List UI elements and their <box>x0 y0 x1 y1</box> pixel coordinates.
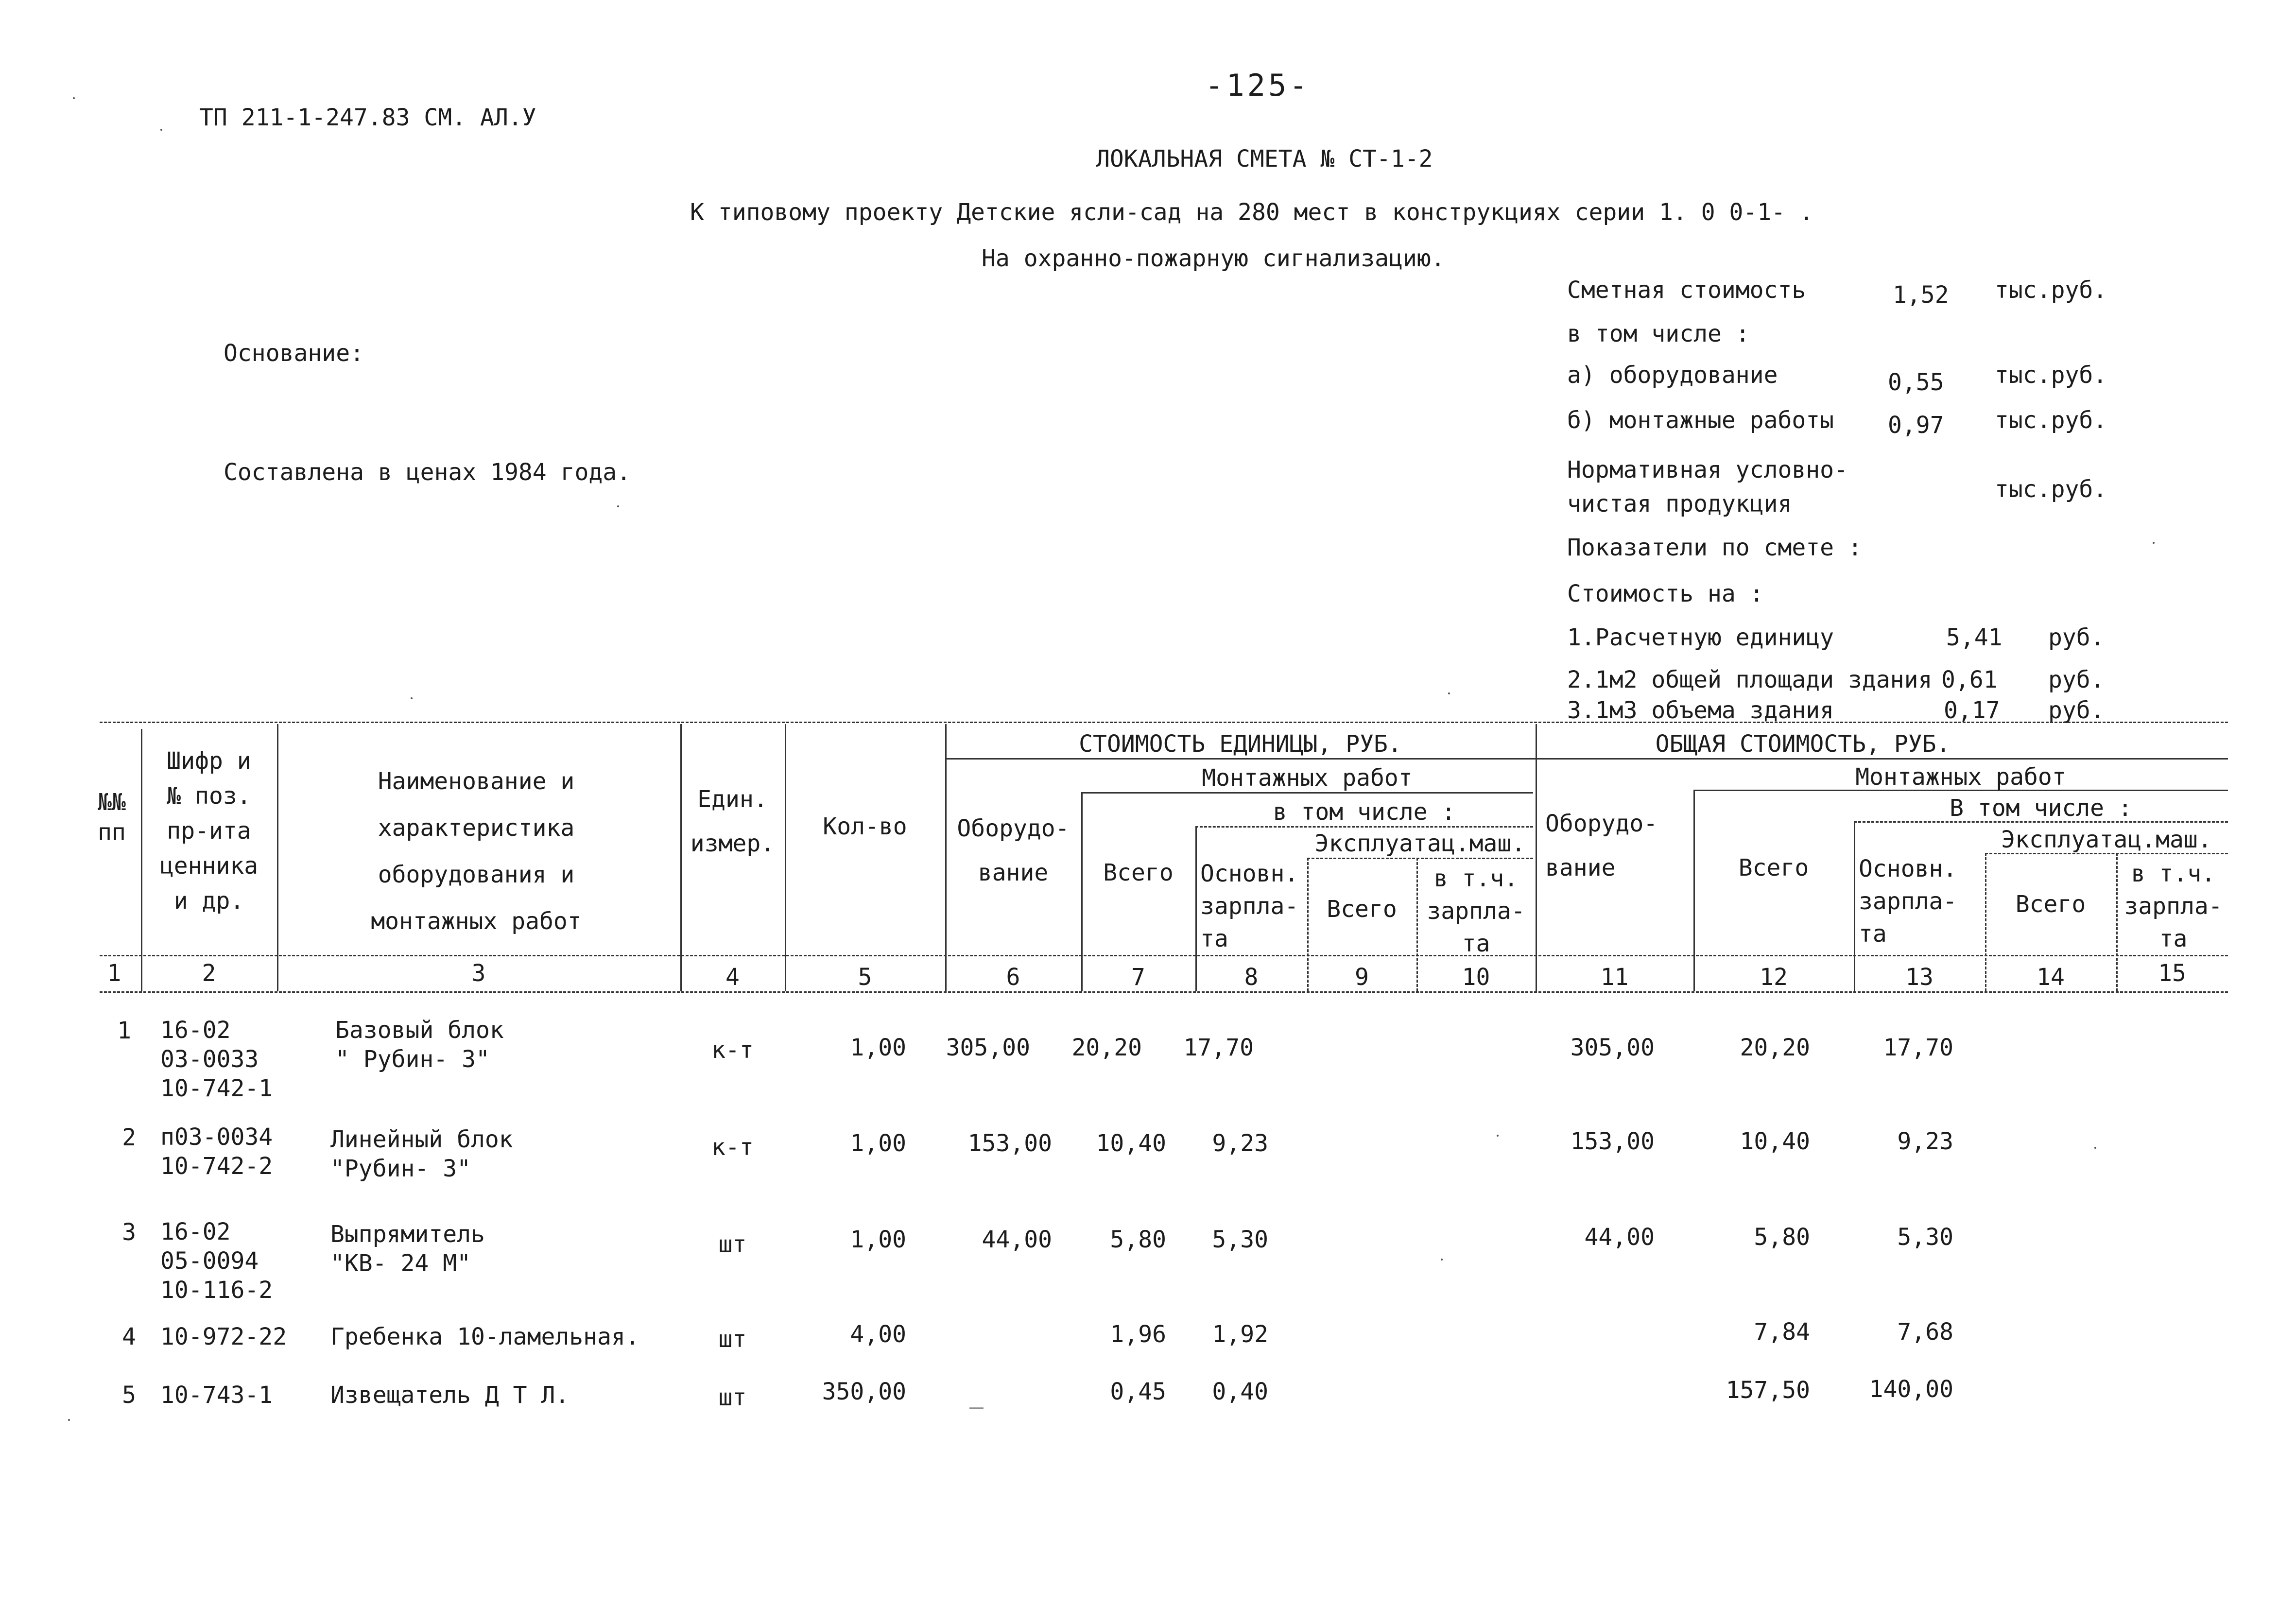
document-subtitle-2: На охранно-пожарную сигнализацию. <box>982 245 1445 272</box>
per-unit-label: 1.Расчетную единицу <box>1567 624 1834 651</box>
header-total-exploit: Эксплуатац.маш. <box>2001 826 2212 853</box>
row-qty: 350,00 <box>822 1378 906 1405</box>
row-equip: 44,00 <box>982 1226 1052 1253</box>
equipment-value: 0,55 <box>1888 369 1944 396</box>
row-wage: 1,92 <box>1212 1321 1268 1348</box>
row-unit: шт <box>718 1326 747 1353</box>
col-sep <box>141 729 142 991</box>
row-qty: 1,00 <box>850 1034 906 1061</box>
scan-speck <box>2094 1147 2096 1149</box>
scan-speck <box>411 697 413 699</box>
header-row-number: №№ пп <box>98 789 126 847</box>
header-unit-install-group: Монтажных работ <box>1202 764 1413 792</box>
row-name: Извещатель Д Т Л. <box>330 1382 570 1409</box>
header-c8: Основн. зарпла- та <box>1200 860 1299 953</box>
row-inst-total: 5,80 <box>1110 1226 1166 1253</box>
header-c14: Всего <box>2015 891 2086 918</box>
row-wage: 0,40 <box>1212 1378 1268 1405</box>
installation-label: б) монтажные работы <box>1567 407 1834 434</box>
row-unit: к-т <box>711 1134 754 1161</box>
col-sep <box>785 724 786 991</box>
row-total-wage: 140,00 <box>1869 1376 1953 1403</box>
per-m2-unit: руб. <box>2048 666 2105 693</box>
document-subtitle: К типовому проекту Детские ясли-сад на 280 мест в конструкциях серии 1. 0 0-1- . <box>690 199 1813 226</box>
installation-value: 0,97 <box>1888 412 1944 439</box>
col-sep <box>1693 790 1695 991</box>
col-number: 11 <box>1600 964 1629 991</box>
per-m2-value: 0,61 <box>1941 666 1998 693</box>
row-wage: 17,70 <box>1183 1034 1254 1061</box>
including-label: в том числе : <box>1567 320 1750 347</box>
estimated-cost-label: Сметная стоимость <box>1567 276 1806 304</box>
col-number: 8 <box>1244 964 1259 991</box>
row-name: Базовый блок " Рубин- 3" <box>335 1017 504 1073</box>
header-c12: Всего <box>1738 854 1809 881</box>
row-number: 3 <box>122 1219 136 1246</box>
row-unit: к-т <box>711 1037 754 1064</box>
row-inst-total: 10,40 <box>1096 1130 1166 1157</box>
scan-speck <box>160 129 162 131</box>
row-total-equip: 44,00 <box>1584 1224 1655 1251</box>
col-number: 1 <box>107 960 121 987</box>
row-code: 16-02 05-0094 10-116-2 <box>160 1218 273 1304</box>
scan-speck <box>2153 542 2155 544</box>
row-number: 4 <box>122 1323 136 1350</box>
header-c10: в т.ч. зарпла- та <box>1427 865 1525 958</box>
basis-label: Основание: <box>224 340 364 367</box>
estimated-cost-unit: тыс.руб. <box>1995 276 2107 304</box>
header-total-install-group: Монтажных работ <box>1855 763 2066 791</box>
indicators-label: Показатели по смете : <box>1567 534 1862 561</box>
scan-speck <box>1441 1259 1443 1261</box>
row-unit: шт <box>718 1231 747 1258</box>
row-inst-total: 20,20 <box>1071 1034 1142 1061</box>
row-qty: 1,00 <box>850 1130 906 1157</box>
per-m2-label: 2.1м2 общей площади здания <box>1567 666 1933 693</box>
row-equip: 305,00 <box>946 1034 1030 1061</box>
equipment-label: а) оборудование <box>1567 362 1778 389</box>
col-number: 14 <box>2037 964 2065 991</box>
col-number: 5 <box>858 964 872 991</box>
scan-speck <box>73 97 75 99</box>
prices-note: Составлена в ценах 1984 года. <box>224 459 631 486</box>
row-total-wage: 7,68 <box>1897 1318 1953 1346</box>
col-number: 2 <box>202 960 216 987</box>
per-m3-label: 3.1м3 объема здания <box>1567 697 1834 724</box>
row-inst-total: 0,45 <box>1110 1378 1166 1405</box>
row-name: Выпрямитель "КВ- 24 М" <box>330 1221 485 1277</box>
row-equip: _ <box>969 1382 984 1409</box>
row-total-wage: 17,70 <box>1883 1034 1953 1061</box>
col-sep <box>945 724 947 991</box>
header-unit: Един. измер. <box>690 786 775 858</box>
estimated-cost-value: 1,52 <box>1893 281 1949 309</box>
col-number: 4 <box>725 964 740 991</box>
row-total-wage: 9,23 <box>1897 1128 1953 1155</box>
row-qty: 4,00 <box>850 1321 906 1348</box>
row-code: 10-972-22 <box>160 1323 287 1350</box>
col-number: 10 <box>1462 964 1490 991</box>
col-number: 7 <box>1131 964 1145 991</box>
header-c11: Оборудо- вание <box>1545 810 1658 882</box>
column-numbers-top <box>100 955 2228 956</box>
header-c13: Основн. зарпла- та <box>1859 855 1957 948</box>
row-total-inst: 7,84 <box>1754 1318 1810 1346</box>
row-unit: шт <box>718 1384 747 1411</box>
header-name: Наименование и характеристика оборудования и монтажных работ <box>371 768 582 935</box>
normative-unit: тыс.руб. <box>1995 476 2107 503</box>
row-inst-total: 1,96 <box>1110 1321 1166 1348</box>
row-total-equip: 305,00 <box>1570 1034 1655 1061</box>
per-m3-value: 0,17 <box>1944 697 2000 724</box>
col-number: 15 <box>2158 960 2186 987</box>
col-number: 6 <box>1006 964 1020 991</box>
header-total-incl: В том числе : <box>1950 795 2132 822</box>
row-number: 5 <box>122 1382 136 1409</box>
scan-speck <box>68 1419 70 1421</box>
header-c7: Всего <box>1103 859 1174 886</box>
cost-per-label: Стоимость на : <box>1567 580 1764 607</box>
header-code: Шифр и № поз. пр-ита ценника и др. <box>159 747 259 915</box>
row-equip: 153,00 <box>967 1130 1052 1157</box>
scan-speck <box>1497 1135 1499 1137</box>
col-number: 12 <box>1760 964 1788 991</box>
per-m3-unit: руб. <box>2048 697 2105 724</box>
row-code: 16-02 03-0033 10-742-1 <box>160 1017 273 1102</box>
col-sep <box>277 724 278 991</box>
header-c6: Оборудо- вание <box>957 815 1070 887</box>
header-quantity: Кол-во <box>823 813 907 840</box>
col-number: 13 <box>1905 964 1933 991</box>
col-sep <box>680 724 682 991</box>
table-top-border <box>100 722 2228 723</box>
document-title: ЛОКАЛЬНАЯ СМЕТА № СТ-1-2 <box>1096 145 1433 173</box>
page-number: -125- <box>1205 68 1311 103</box>
row-total-inst: 157,50 <box>1726 1377 1810 1404</box>
col-sep <box>1536 724 1537 991</box>
col-number: 9 <box>1355 964 1369 991</box>
header-unit-incl: в том числе : <box>1273 798 1456 826</box>
header-c15: в т.ч. зарпла- та <box>2124 860 2223 953</box>
normative-label-1: Нормативная условно- <box>1567 456 1848 484</box>
row-qty: 1,00 <box>850 1226 906 1253</box>
row-code: 10-743-1 <box>160 1382 273 1409</box>
row-name: Линейный блок "Рубин- 3" <box>330 1126 513 1182</box>
row-total-inst: 5,80 <box>1754 1224 1810 1251</box>
normative-label-2: чистая продукция <box>1567 490 1792 518</box>
row-total-inst: 20,20 <box>1740 1034 1810 1061</box>
installation-unit: тыс.руб. <box>1995 407 2107 434</box>
header-total-cost-group: ОБЩАЯ СТОИМОСТЬ, РУБ. <box>1655 730 1951 758</box>
row-total-equip: 153,00 <box>1570 1128 1655 1155</box>
col-number: 3 <box>471 960 486 987</box>
header-unit-exploit: Эксплуатац.маш. <box>1314 830 1526 857</box>
per-unit-unit: руб. <box>2048 624 2105 651</box>
row-wage: 9,23 <box>1212 1130 1268 1157</box>
header-c9: Всего <box>1327 896 1397 923</box>
scan-speck <box>1448 692 1450 694</box>
row-code: п03-0034 10-742-2 <box>160 1123 273 1180</box>
row-name: Гребенка 10-ламельная. <box>330 1323 639 1350</box>
document-code: ТП 211-1-247.83 СМ. АЛ.У <box>199 104 536 131</box>
header-unit-cost-group: СТОИМОСТЬ ЕДИНИЦЫ, РУБ. <box>1079 730 1402 758</box>
col-sep <box>1081 792 1083 991</box>
row-total-inst: 10,40 <box>1740 1128 1810 1155</box>
per-unit-value: 5,41 <box>1946 624 2003 651</box>
row-number: 2 <box>122 1124 136 1151</box>
row-wage: 5,30 <box>1212 1226 1268 1253</box>
row-number: 1 <box>117 1017 131 1044</box>
scan-speck <box>617 505 619 507</box>
row-total-wage: 5,30 <box>1897 1224 1953 1251</box>
equipment-unit: тыс.руб. <box>1995 362 2107 389</box>
